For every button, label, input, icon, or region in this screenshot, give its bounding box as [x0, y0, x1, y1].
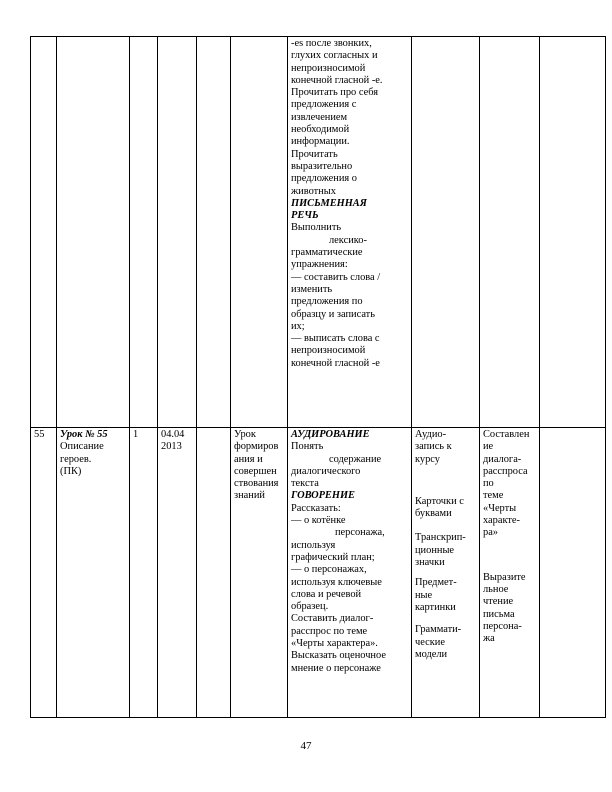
lesson-type-line: ания и [234, 453, 263, 465]
materials-line: значки [415, 557, 445, 569]
text-line: расспрос по теме [291, 625, 368, 637]
text-line: конечной гласной -e. [291, 74, 383, 86]
materials-line: ческие [415, 636, 445, 648]
text-line: глухих согласных и [291, 50, 378, 62]
section-heading-speaking: ГОВОРЕНИЕ [291, 490, 355, 502]
text-line: — о персонажах, [291, 564, 367, 576]
cell-date-empty [158, 37, 197, 428]
materials-line: Аудио- [415, 429, 447, 440]
text-line: информации. [291, 136, 350, 148]
text-line: выразительно [291, 160, 353, 172]
text-line: — о котёнке [291, 515, 346, 527]
cell-homework-empty [480, 37, 540, 428]
text-line: Понять [291, 441, 324, 453]
text-line: их; [291, 320, 305, 332]
text-line: грамматические [291, 247, 363, 259]
text-line: диалогического [291, 465, 361, 477]
text-line: непроизносимой [291, 345, 366, 357]
cell-notes [540, 428, 606, 718]
text-line: упражнения: [291, 259, 348, 271]
section-heading-writing: ПИСЬМЕННАЯ [291, 197, 367, 209]
text-line: используя [291, 539, 336, 551]
materials-line: Карточки с [415, 495, 464, 507]
text-line: необходимой [291, 124, 350, 136]
cell-content [288, 428, 412, 718]
homework-line: «Черты [483, 502, 517, 514]
materials-line: запись к [415, 441, 452, 453]
homework-line: письма [483, 608, 515, 620]
text-line: Составить диалог- [291, 613, 374, 625]
cell-hours [130, 428, 158, 718]
text-line: используя ключевые [291, 576, 382, 588]
materials-line: Транскрип- [415, 532, 466, 544]
homework-line: диалога- [483, 453, 522, 465]
lesson-type-line: Урок [234, 429, 256, 440]
text-line: изменить [291, 283, 333, 295]
materials-line: буквами [415, 508, 452, 520]
cell-topic-empty [57, 37, 130, 428]
cell-number-empty [31, 37, 57, 428]
lesson-type-line: формиров [234, 441, 279, 453]
homework-line: жа [483, 633, 495, 645]
text-line: — выписать слова с [291, 333, 380, 345]
homework-line: персона- [483, 620, 522, 632]
text-line: -es после звонких, [291, 38, 372, 49]
text-line: лексико- [329, 234, 367, 246]
lesson-hours: 1 [133, 429, 139, 440]
text-line: Высказать оценочное [291, 650, 386, 662]
lesson-type-line: ствования [234, 478, 279, 490]
homework-line: чтение [483, 596, 514, 608]
homework-line: Составлен [483, 429, 530, 440]
text-line: — составить слова / [291, 271, 381, 283]
cell-hours-empty [130, 37, 158, 428]
lesson-topic-line: Описание [60, 441, 104, 453]
materials-line: Граммати- [415, 624, 462, 636]
lesson-plan-table [30, 36, 606, 718]
cell-lesson-number [31, 428, 57, 718]
materials-line: курсу [415, 453, 440, 465]
lesson-type-line: знаний [234, 490, 265, 502]
cell-type-empty [231, 37, 288, 428]
text-line: непроизносимой [291, 62, 366, 74]
table-row-continued [31, 37, 606, 428]
homework-line: по [483, 478, 494, 490]
text-line: слова и речевой [291, 588, 362, 600]
text-line: образцу и записать [291, 308, 375, 320]
text-line: животных [291, 185, 336, 197]
homework-line: Выразите [483, 571, 526, 583]
lesson-topic-line: героев. [60, 453, 92, 465]
cell-content-continued [288, 37, 412, 428]
cell-notes-empty [540, 37, 606, 428]
homework-line: характе- [483, 515, 521, 527]
cell-fact-date [197, 428, 231, 718]
homework-line: ра» [483, 527, 499, 539]
cell-materials [412, 428, 480, 718]
materials-line: Предмет- [415, 577, 457, 589]
lesson-number: 55 [34, 429, 45, 440]
lesson-date: 04.04 [161, 429, 185, 440]
homework-line: расспроса [483, 465, 528, 477]
homework-line: льное [483, 583, 509, 595]
text-line: персонажа, [335, 527, 385, 539]
cell-materials-empty [412, 37, 480, 428]
homework-line: теме [483, 490, 504, 502]
text-line: Прочитать про себя [291, 87, 379, 99]
text-line: «Черты характера». [291, 638, 378, 650]
table-row-55 [31, 428, 606, 718]
materials-line: картинки [415, 601, 456, 613]
materials-line: модели [415, 648, 448, 660]
lesson-type-line: совершен [234, 465, 277, 477]
section-heading-writing: РЕЧЬ [291, 210, 319, 222]
text-line: Рассказать: [291, 502, 341, 514]
text-line: Выполнить [291, 222, 342, 234]
text-line: конечной гласной -e [291, 357, 380, 369]
text-line: графический план; [291, 551, 375, 563]
cell-date [158, 428, 197, 718]
materials-line: ционные [415, 544, 455, 556]
homework-line: ие [483, 441, 494, 453]
lesson-topic-line: (ПК) [60, 465, 82, 477]
text-line: образец. [291, 601, 329, 613]
text-line: предложения по [291, 296, 363, 308]
text-line: предложения о [291, 173, 357, 185]
text-line: содержание [329, 453, 382, 465]
page-number: 47 [300, 740, 312, 752]
text-line: Прочитать [291, 148, 338, 160]
cell-lesson-type [231, 428, 288, 718]
lesson-title: Урок № 55 [60, 429, 108, 440]
section-heading-listening: АУДИРОВАНИЕ [291, 429, 370, 440]
text-line: текста [291, 478, 319, 490]
text-line: предложения с [291, 99, 357, 111]
cell-lesson-topic [57, 428, 130, 718]
materials-line: ные [415, 589, 433, 601]
cell-homework [480, 428, 540, 718]
lesson-date: 2013 [161, 441, 182, 453]
text-line: извлечением [291, 111, 348, 123]
text-line: мнение о персонаже [291, 662, 381, 674]
cell-fact-date-empty [197, 37, 231, 428]
